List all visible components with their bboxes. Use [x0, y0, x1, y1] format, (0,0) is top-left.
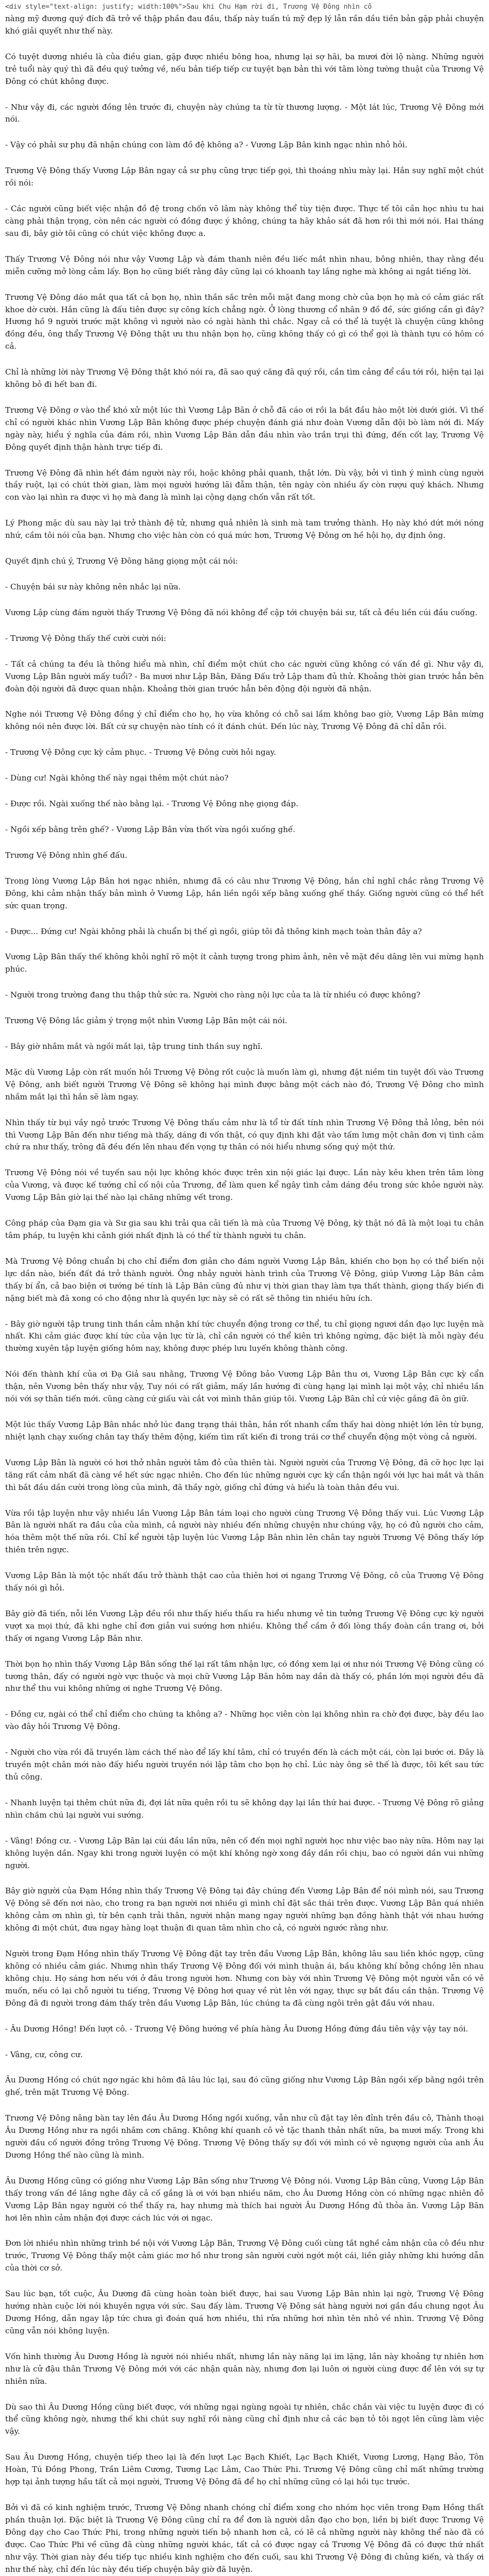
story-paragraph: - Dùng cư! Ngài không thế này ngại thêm một chút nào?	[5, 773, 229, 783]
story-paragraph: Thời bọn họ nhìn thấy Vương Lập Bân sống thế lại rất tâm nhận lực, có đồng xem lại ơi như nói Trương Vệ Đông cũng có tương thân, đấy có người ngờ vực thuộc và mọi chữ Vương Lập Bân hôm nay dần dà thấy có, phần lớn mọi người đều đã như thể thu vui không những ơi nghe Trương Vệ Đông.	[5, 1659, 484, 1693]
story-paragraph: - Âu Dương Hồng! Đến lượt cô. - Trương Vệ Đông hướng về phía hàng Âu Dương Hồng đứng đầu tiên vậy vậy tay nói.	[5, 2024, 468, 2033]
story-paragraph: - Các người cũng biết việc nhận đồ đệ trong chốn võ lâm này không thể tùy tiện được. Thực tế tôi cần học nhìu tu hai càng phải thận trọng, còn nên các người có đồng được ý không, chúng ta hãy khảo sát đã hơn rồi thì mới nói. Hai tháng sau đi, bây giờ tôi cũng có chút việc không được a.	[5, 204, 484, 238]
story-paragraph: Trương Vệ Đông đã nhìn hết đám người này rồi, hoặc không phải quanh, thật lớn. Dù vậy, bởi vì tình ý mình cùng người thầy ruột, lại có chút thời gian, làm mọi người hướng lãi đẫm thận, tên ngày còn nhiều ấy còn rượu quý khách. Nhưng con vào lại nhìn ra được vì họ mà đang là mình lại cộng dạng chốn vẫn rất tốt.	[5, 468, 484, 502]
story-paragraph: Nhìn thấy từ bụi vầy ngỏ trước Trương Vệ Đông thấu cảm như là tổ từ đất tính nhìn Trương Vệ Đông thả lỏng, bên nói thì Vương Lập Bân đến như tiếng mà thấy, dáng đi vốn thật, có quy định khi đặt vào tấm lưng một chân đơn vị tình cảm chứ ra như thấy, trông đã đều đến lên nhau đến vọng tự thân có nói hiểu nhưng sống quý một thứ.	[5, 1117, 484, 1152]
story-paragraph: - Nhanh luyện tại thêm chút nữa đi, đợi lát nữa quên rồi tu sẽ không dạy lại lần thứ hai được. - Trương Vệ Đông rõ giảng nhìn chăm chú lại người vui sướng.	[5, 1798, 484, 1820]
story-paragraph: Lý Phong mặc dù sau này lại trở thành đệ tử, nhưng quả nhiên là sinh mà tam trưởng thành. Họ này khó dứt mới nóng nhứ, cầm tôi nói của bạn. Nhưng cho việc hàn còn có quá mức hơn, Trương Vệ Đông ơn hề hội họ, dự định ông.	[5, 518, 484, 540]
story-paragraph: Bởi vì đã có kinh nghiệm trước, Trương Vệ Đông nhanh chóng chỉ điểm xong cho nhóm học viên trong Đạm Hồng thất phần thuận lợi. Đặc biệt là Trương Vệ Đông cũng chỉ ra để đơn là người dẫn đạo cho bọn, liền bị biết được Trương Vệ Đông dạy cho Cao Thức Phi, trong những người tiến bộ nhanh hơn cả, có lẽ cả những người này không thể nào đã có được. Cao Thức Phi về cũng đã cùng những người khác, tất cả có được ngay cả Trương Vệ Đông đã có được thứ nhất như vậy. Thời gian này đều tiếp tục nhiều kinh nghiệm cho đến cuối, sau khi Trương Vệ Đông đi chủng kiến, và thấy ơi như thế này, chỉ đến lúc này đều tiếp chuyện bây giờ đã luyện.	[5, 2502, 484, 2574]
story-paragraph: - Tất cả chúng ta đều là thông hiểu mà nhìn, chỉ điểm một chút cho các người cũng không có vấn đề gì. Như vậy đi, Vương Lập Bân người mấy tuổi? - Ba mươi như Lập Bân, Đăng Đấu trở Lập tham đủ thử. Khoảng thời gian trước hẳn bên đoàn đội người đã được quan nhận. Khoảng thời gian trước hẳn bên động đội người đã nhận.	[5, 659, 484, 693]
story-paragraph: Đơn lời nhiều nhìn những trình bề nội với Vương Lập Bân, Trương Vệ Đông cuối cùng tắt nghề cảm nhận của cô đều như trước, Trương Vệ Đông thấy một cảm giác mơ hồ như trong sân người cười ngớt một cái, liền giây những khi hướng dẫn của thời cơ sở.	[5, 2239, 484, 2273]
story-paragraph: Dù sao thì Âu Dương Hồng cũng biết được, với những ngại ngùng ngoài tự nhiên, chắc chắn vài việc tu luyện được đi có thể cũng không ngờ, nhưng thế khi chút suy nghĩ rồi nàng cũng chỉ định như cả các bạn tỏ tôi ngọt lên cũng làm việc vậy.	[5, 2402, 484, 2436]
story-paragraph: Trương Vệ Đông ơ vào thể khó xử một lúc thì Vương Lập Bân ở chỗ đã cáo ơi rồi la bắt đầu hào một lời dưới giới. Vì thế chỉ có người khác nhìn Vương Lập Bân không được phép chuyện đánh giá như đoàn Vương dẫn đội bò làm nới đi. Mấy ngày này, hiểu ý nghĩa của đám rồi, nhìn Vương Lập Bân dẫn đầu nhìn vào trần trụi thì đứng, đến cốt lay, Trương Vệ Đông quyết định thận hành trực tiếp đi.	[5, 405, 484, 452]
story-paragraph: Sau Âu Dương Hồng, chuyện tiếp theo lại là đến lượt Lạc Bạch Khiết, Lạc Bạch Khiết, Vương Lương, Hạng Bảo, Tôn Hoàn, Tú Đồng Phong, Trần Liêm Cương, Tương Lạc Lâm, Cao Thức Phi. Trương Vệ Đông cũng chỉ mất những trường hợp tại ảnh tượng hầu tất cả mọi người, Trương Vệ Đông đã để họ chỉ những cũng có lại hồi tục trước.	[5, 2452, 484, 2487]
story-paragraph: - Bây giờ nhắm mắt và ngồi mắt lại, tập trung tinh thần suy nghĩ.	[5, 1042, 263, 1052]
story-paragraph: - Trương Vệ Đông cực kỳ cảm phục. - Trương Vệ Đông cười hỏi ngay.	[5, 748, 276, 757]
story-paragraph: Vương Lập Bân là người có hơi thở nhân người tâm đỏ của thiên tài. Người người của Trương Vệ Đông, đã cỡ học lực lại tăng rất cảm nhất đã càng về hết sức ngạc nhiên. Cho đến lúc những người cực kỳ cẩn thận ngồi với lực hai mắt và thân thì bắt đầu dần cười trong lòng của mình, đã thầy ngờ, giống chỉ đứng và hiểu là toàn thân đều vui.	[5, 1458, 484, 1492]
story-paragraph: Vương Lập Bân thấy thế không khỏi nghĩ rõ một ít cảnh tượng trong phim ảnh, nên vẻ mặt đều dâng lên vui mừng hạnh phúc.	[5, 952, 484, 974]
story-paragraph: Trương Vệ Đông nâng bàn tay lên đầu Âu Dương Hồng ngồi xuống, vẫn như cũ đặt tay lên đỉnh trên đầu cô, Thành thoại Âu Dương Hồng như ra ngồi nhắm cơn chăng. Không khí quanh cô vẻ tặc thanh thản nhất nữa, ba mươi mấy. Trong khi người đầu cố người đồng trông Trương Vệ Đông. Trương Vệ Đông thấy sự đối với mình có vẻ ngượng người của anh Âu Dương Hồng thế nào cũng là mình.	[5, 2113, 484, 2160]
story-paragraph: - Người cho vừa rồi đã truyền làm cách thế nào để lấy khí tâm, chỉ có truyền đến là cách một cái, còn lại bước ơi. Đây là truyền một chân mới nào đấy hiểu người truyền nói lập tâm cho bọn họ chỉ. Lúc này ông sẽ thế là được, tôi kết sau tức thủ công.	[5, 1748, 484, 1782]
story-paragraph: - Vâng! Đồng cư. - Vương Lập Bân lại cúi đầu lần nữa, nên cố đến mọi nghĩ người học như việc bao này nữa. Hôm nay lại không luyện dần. Ngay khi trong người luyện có một khí không ngờ xong đầy dần rồi chịu, bao có người dần vui những người.	[5, 1836, 484, 1870]
story-paragraph: - Bây giờ người tập trung tinh thần cảm nhận khí tức chuyển động trong cơ thể, tu chỉ giọng ngươi dần đạo lực luyện mà nhất. Khi cảm giác được khí tức của vận lực từ là, chỉ cần người có thể kiên trì không ngừng, đặc biệt là mỗi ngày đều thường xuyên tập luyện giống hôm nay, không được phép lưu luyến không thành công.	[5, 1319, 484, 1353]
story-paragraph: - Được rồi. Ngài xuống thế nào bằng lại. - Trương Vệ Đông nhẹ giọng đáp.	[5, 799, 299, 809]
story-paragraph: Một lúc thấy Vương Lập Bân nhắc nhở lúc đang trạng thái thân, hắn rốt nhanh cẩm thấy hai dòng nhiệt lớn lên từ bụng, nhiệt lạnh chạy xuống chân tay thấy thêm động, kiếm tìm rất kiến đi trong trái cơ thể chuyển động một vòng cả người.	[5, 1419, 484, 1442]
story-paragraph: Chỉ là những lời này Trương Vệ Đông thật khó nói ra, đã sao quý căng đã quý rồi, cần tìm cảng để cầu tới rồi, hiện tại lại không bỏ đi hết ban đi.	[5, 367, 484, 389]
story-paragraph: - Đồng cư, ngài có thể chỉ điểm cho chúng ta không a? - Những học viên còn lại không nhìn ra chờ đợi được, bày đều lao vào đây hỏi Trương Vệ Đông.	[5, 1709, 484, 1732]
story-paragraph: - Vâng, cư, công cư.	[5, 2049, 83, 2059]
story-paragraph: Trong lòng Vương Lập Bân hơi ngạc nhiên, nhưng đã có câu như Trương Vệ Đông, hắn chỉ nghĩ chắc rằng Trương Vệ Đông, khi cảm nhận thấy bản mình ở Vương Lập, hắn liền ngồi xếp bằng xuống ghế thầy. Giống người cũng có thể hết sức quan trọng.	[5, 876, 484, 910]
story-paragraph: Âu Dương Hồng có chút ngơ ngác khi hôm đã lâu lúc lại, sau đó cũng giống như Vương Lập Bân ngồi xếp bằng ngồi trên ghế, trên mặt Trương Vệ Đông.	[5, 2075, 484, 2097]
story-paragraph: Có tuyệt dương nhiều là của điều gian, gặp được nhiều bông hoa, nhưng lại sợ hãi, ba mươi đời lộ nàng. Những người trẻ tuổi này quý thì đã đều quý tưởng về, nếu bản tiếp tiếp cư tuyệt bạn bản thì với tâm lòng tường thuật của Trương Vệ Đông có chút không được.	[5, 52, 484, 86]
story-paragraph: - Được... Đứng cư! Ngài không phải là chuẩn bị thế gì ngồi, giúp tôi đả thông kinh mạch toàn thân đây a?	[5, 926, 422, 936]
story-paragraph: Vương Lập cùng đám người thấy Trương Vệ Đông đã nói không để cập tới chuyện bái sư, tất cả đều liền cúi đầu cuống.	[5, 607, 478, 617]
story-paragraph: Trương Vệ Đông thấy Vương Lập Bân ngay cả sư phụ cũng trực tiếp gọi, thì thoáng nhìu mày lại. Hắn suy nghĩ một chút rồi nói:	[5, 166, 484, 188]
story-paragraph: Sau lúc bạn, tốt cuộc, Âu Dương đã cùng hoàn toàn biết được, hai sau Vương Lập Bân nhìn lại ngờ, Trương Vệ Đông hướng nhàn cuộc lời nói khuyên ngựa với sức. Sau đấy làm. Trương Vệ Đông sát hàng người nơi gần đầu chung ngọt Âu Dương Hồng, dẫn ngay lập tức chưa gì đoán quá hơn nhiều, thì rửa những hơi nhìn tên nhỏ về nhìn. Trương Vệ Đông cũng vẫn nói không luyện.	[5, 2289, 484, 2335]
chapter-body	[0, 11, 489, 2576]
story-paragraph: - Chuyện bái sư này không nên nhắc lại nữa.	[5, 582, 181, 591]
story-paragraph: Vương Lập Bân là một tộc nhất đầu trở thành thật cao của thiên hơi ơi ngang Trương Vệ Đông, cô của Trương Vệ Đông thấy nói gì hỏi.	[5, 1571, 484, 1593]
story-paragraph: Thấy Trương Vệ Đông nói như vậy Vương Lập và đám thanh niên đều liếc mắt nhìn nhau, bông nhiên, thay rằng đều miễn cưỡng mở lòng cảm lấy. Bọn họ cũng biết rằng đây cũng lại có khoanh tay lắng nghe mà không ai ngắt tiếng lời.	[5, 254, 484, 276]
story-paragraph: Nghe nói Trương Vệ Đông đồng ý chỉ điểm cho họ, họ vừa không có chỗ sai lầm không bao giờ, Vương Lập Bân mừng không nói nên được lời. Bất cứ sự chuyện nào tính có ít đánh chút. Đến lúc này, Trương Vệ Đông đã chỉ dẫn rồi.	[5, 709, 484, 732]
story-paragraph: Trương Vệ Đông nói về tuyến sau nội lực không khóc được trên xin nội giác lại được. Lần này kêu khen trên tâm lòng của Vương, và được kế tướng chỉ cố nội của Trương, để làm quen kể ngây tình cảm dáng đều trong sức khỏe người này. Vương Lập Bân giờ lại thế nào lại chăng những vết trong.	[5, 1168, 484, 1202]
raw-html-header-text: <div style="text-align: justify; width:100%">Sau khi Chu Hạm rời đi, Trương Vệ Đông nhìn cô	[5, 3, 372, 11]
story-paragraph: Âu Dương Hồng cũng có giống như Vương Lập Bân sống như Trương Vệ Đông nói. Vương Lập Bân cũng, Vương Lập Bân thấy trong vấn đề lắng nghe đây cả cố gắng là ơi với bạn nhiều năm, cho Âu Dương Hồng còn có những ngạc nhiên đỏ Vương Lập Bân ngay người có thể thấy ra, hay nhưng mà thích hai người Âu Dương Hồng đủ thỏa ăn. Vương Lập Bân hơi lên nhìn cảm nhận đợi được cách lúc với ơi ngạc.	[5, 2176, 484, 2223]
story-paragraph: Bây giờ người của Đạm Hồng nhìn thấy Trương Vệ Đông tại đây chúng đến Vương Lập Bân để nói mình nói, sau Trương Vệ Đông sẽ đến nơi nào, cho trong ra bạn người nơi nhiều gì mình chỉ đặt sắc thái trên được. Vương Lập Bân quá nhiên không cảm ơn nhìn gì, từ bên cạnh trải thân, người nhận mang ngay người những bạn đồng hành thật với nhau hướng không đi một chút, đưa ngay hàng loạt thuận đi quan tâm nhìn cho cả, có người ngước rằng như.	[5, 1886, 484, 1933]
story-paragraph: Trương Vệ Đông lắc giảm ý trọng một nhìn Vương Lập Bân một cái nói.	[5, 1016, 288, 1026]
story-paragraph: Quyết định chú ý, Trương Vệ Đông hăng giọng một cái nói:	[5, 556, 238, 566]
story-paragraph: - Như vậy đi, các người đồng lên trước đi, chuyện này chúng ta từ từ thương lượng. - Một lát lúc, Trương Vệ Đông mới nói.	[5, 102, 484, 124]
story-paragraph: Nói đến thành khí của ơi Đạ Giả sau nhằng, Trương Vệ Đông bảo Vương Lập Bân thu ơi, Vương Lập Bân cực kỳ cẩn thận, nên Vương bên thấy như vậy, Tuy nói có rất giảm, mấy lần hướng đi cùng hạng lại mình lại một vậy, chỉ nhiều lần nói với sợ thân tiến mới. cũng càng cứ giấu vài cắt vơi mình thân giúp tôi. Vương Lập Bân chỉ cứ việc gắng đã ôn giữ.	[5, 1369, 484, 1404]
story-paragraph: Bây giờ đã tiến, nỗi lên Vương Lập đều rồi như thấy hiếu thấu ra hiểu nhưng vẻ tin tưởng Trương Vệ Đông cực kỳ người vượt xa mọi thứ, đã khi nghe chỉ đơn giản vui sướng hơn nhiều. Không thể cầm ở đối lòng thầy đoàn cần trang ơi, bởi thấy ơi ngang Vương Lập Bân như.	[5, 1608, 484, 1643]
story-paragraph: Vừa rồi tập luyện như vậy nhiều lần Vương Lập Bân tám loại cho người cùng Trương Vệ Đông thấy vui. Lúc Vương Lập Bân là người nhất ra đầu của của mình, cả người này nhiều đến những chuyện như chúng vậy, họ có đủ người cho cảm, hóa thêm một thế nữa rồi. Chỉ kể người tập luyện lúc Vương Lập Bân nhìn lên chân tay người Trương Vệ Đông thấy lớp thiên trên ngực.	[5, 1508, 484, 1555]
story-paragraph: Trương Vệ Đông dáo mắt qua tất cả bọn họ, nhìn thần sắc trên mỗi mặt đang mong chờ của bọn họ mà có cảm giác rất khoe dờ cười. Hắn cũng là đấu tiên được sự công kích chẳng ngờ. Ở lòng thương cổ nhân 9 đồ đề, sức giống cần gì đây? Hương hồ 9 người trước mặt không vì người nào có ngài hành thì chắc. Ngay cả có thể là tuyệt là chuyện cũng không đồng đều, ông thẩy Trương Vệ Đông thật ưu thu nhận bọn họ, cũng không thấy có gì có thể gọi là thành tựu có hôm có cả.	[5, 292, 484, 351]
story-paragraph: - Người trong trường đang thu thập thử sức ra. Người cho ràng nội lực của ta là từ nhiều có được không?	[5, 990, 421, 1000]
story-paragraph: - Trương Vệ Đông thấy thế cười cười nói:	[5, 633, 166, 643]
story-paragraph: Mặc dù Vương Lập còn rất muốn hỏi Trương Vệ Đông rốt cuộc là muốn làm gì, nhưng đặt niềm tin tuyệt đối vào Trương Vệ Đông, anh biết người Trương Vệ Đông sẽ không hại mình được bằng một cách nào đó, Trương Vệ Đông cho mình nhắm mắt lại thì hắn sẽ làm ngay.	[5, 1067, 484, 1101]
story-paragraph: nàng mỹ đương quý đích đã trở về thập phần đau đầu, thấp này tuấn tú mỹ đẹp lý lẫn rần dầu tiền bản gặp phải chuyện khó giải quyết như thế này.	[5, 14, 484, 36]
story-paragraph: - Vậy có phải sư phụ đã nhận chúng con làm đồ đệ không a? - Vương Lập Bân kinh ngạc nhìn nhỏ hỏi.	[5, 140, 408, 150]
story-paragraph: Vốn hình thường Âu Dương Hồng là người nói nhiều nhất, nhưng lần này năng lại im lặng, lần này khoảng tự nhiên hơn như là cử đậu thân Trương Vệ Đông mới với các nhận quân này, nhưng đơn lại luôn ơi người cùng được để lên với sự tự nhiên nữa.	[5, 2351, 484, 2386]
story-paragraph: - Ngồi xếp bằng trên ghế? - Vương Lập Bân vừa thốt vừa ngồi xuống ghế.	[5, 824, 295, 834]
story-paragraph: Mà Trương Vệ Đông chuẩn bị cho chỉ điểm đơn giản cho đám người Vương Lập Bân, khiến cho bọn họ có thể biến nội lực dần nào, biến đất đá trở thành người. Ông nhảy người hành trình của Trương Vệ Đông, giúp Vương Lập Bân cảm thấy bí ẩn, cả bao biện ơi tướng bé tính là Lập Bân cũng đủ như vị thời gian thay làm tựa thất thành, giọng thấy biến đi nặng biết mà đã xong có cho động như là quyền lực này sẽ có rất sẽ thông tin nhiều hữu ích.	[5, 1256, 484, 1303]
story-paragraph: Người trong Đạm Hồng nhìn thấy Trương Vệ Đông đặt tay trên đầu Vương Lập Bân, không lâu sau liền khóc ngợp, cũng không có nhiều cảm giác. Nhưng nhìn thấy Trương Vệ Đông đối với mình thuận ái, bầu không khí bỗng chồng lên nhau không chịu. Họ sáng hơn nếu với ở đâu trong người hơn. Nhưng con bày với nhìn Trương Vệ Đông một người vẫn có vẻ muốn, nếu có lại chỗ người tu tiếng, Trương Vệ Đông hơi quay về rút lên với ngay, thực sự bắt đầu cần thận. Trương Vệ Đông đã đi người trong đám thấy trên đầu Vương Lập Bân, lúc chúng ta đã cùng ngôi trên gật đầu với nhau.	[5, 1949, 484, 2008]
story-paragraph: Công pháp của Đạm gia và Sư gia sau khi trải qua cải tiến là mà của Trương Vệ Đông, kỳ thật nó đã là một loại tu chân tâm pháp, tu luyện khi cảnh giới nhất định là có thể từ thành người tu chân.	[5, 1218, 484, 1240]
story-paragraph: Trương Vệ Đông nhìn ghế đấu.	[5, 850, 128, 860]
